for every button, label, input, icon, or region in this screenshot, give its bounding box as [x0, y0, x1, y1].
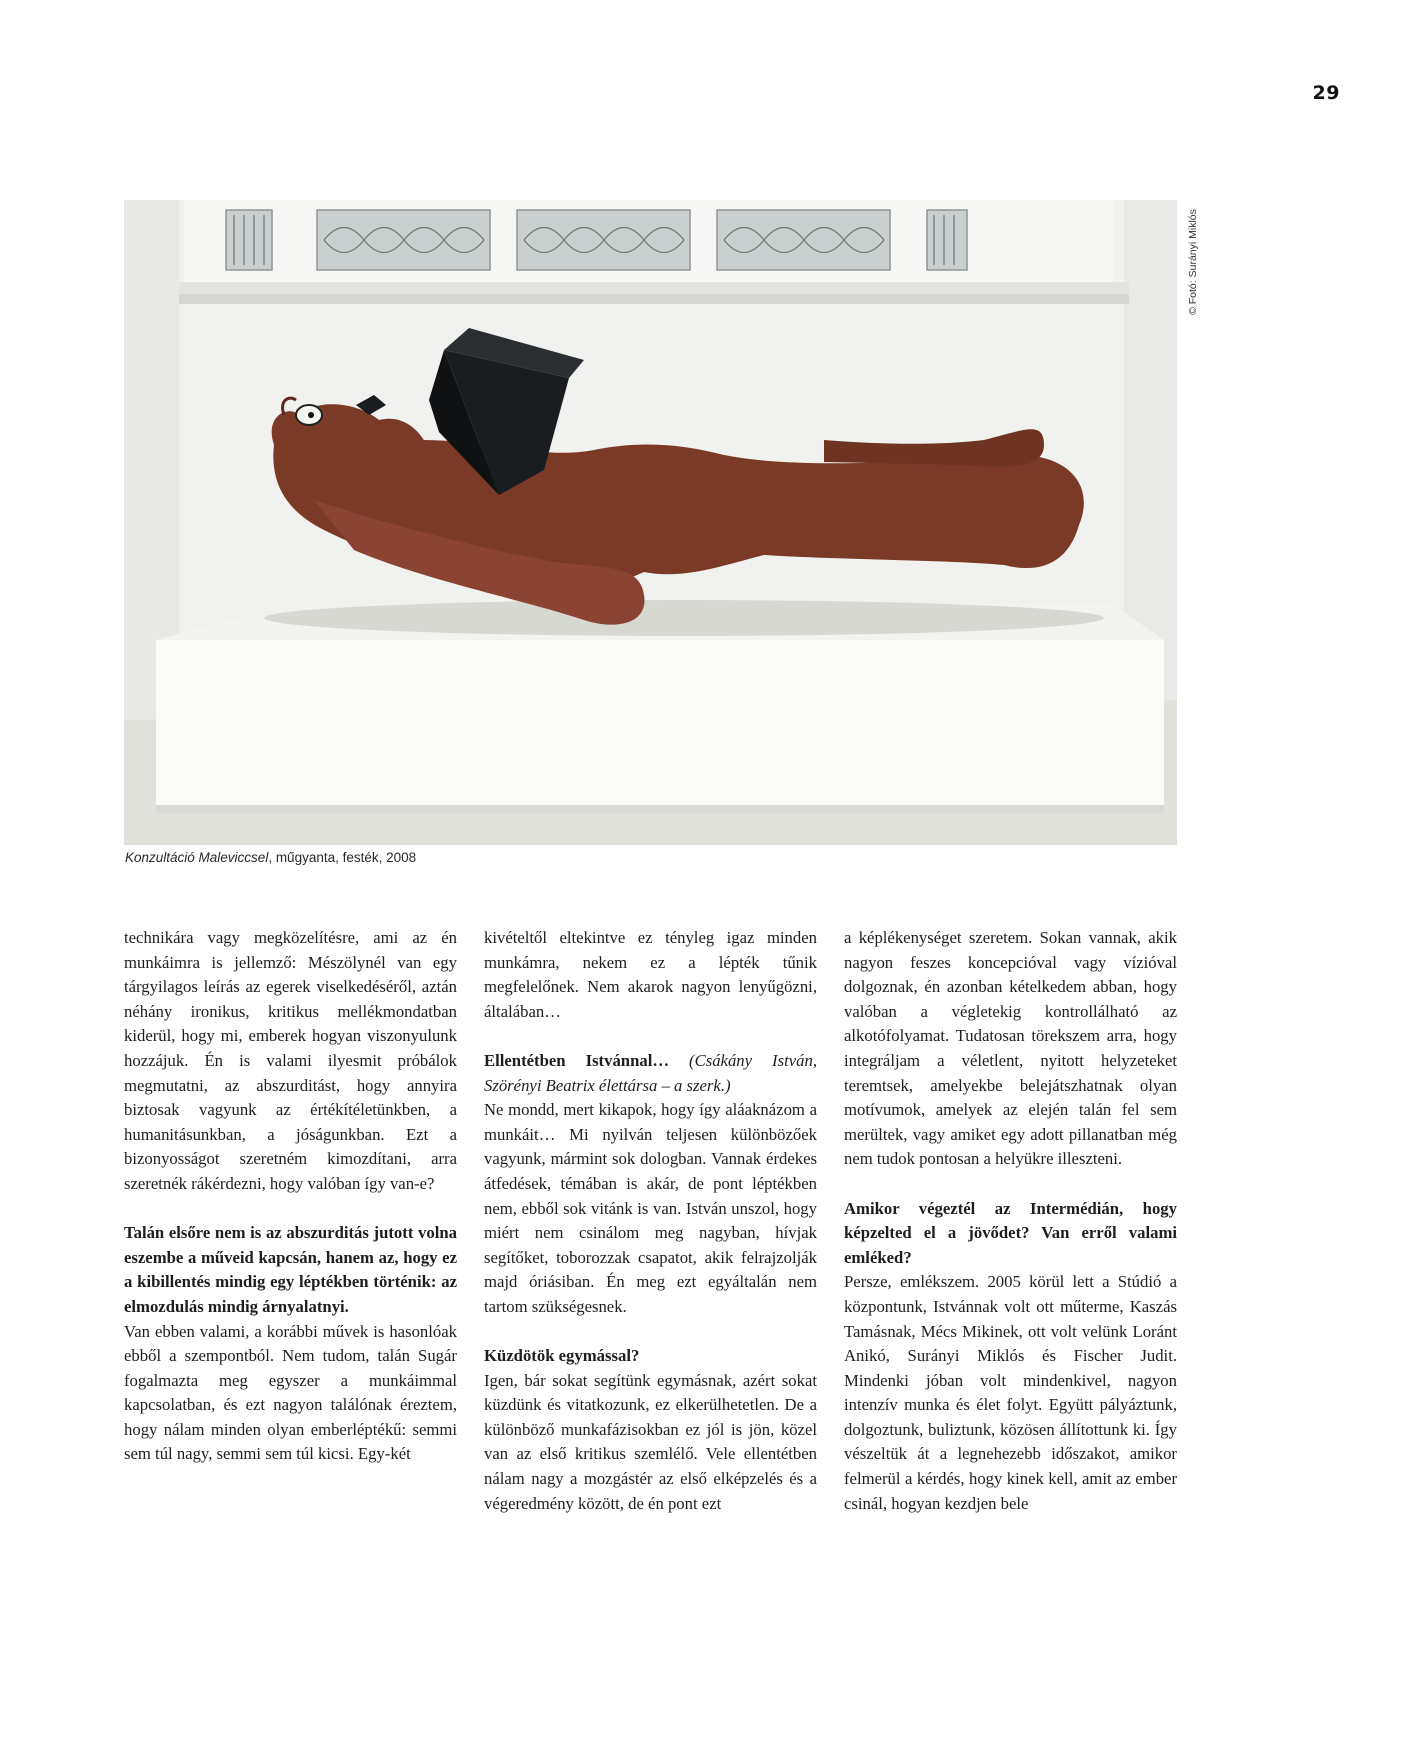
photo-credit [1183, 200, 1201, 330]
page-number: 29 [1312, 82, 1340, 104]
photo-credit-text: © Fotó: Surányi Miklós [1187, 209, 1199, 315]
question-text: Talán elsőre nem is az abszurditás jutott volna eszembe a műveid kapcsán, hanem az, hogy ez a kibillentés mindig egy léptékben történik: az elmozdulás mindig árnyalatnyi. [124, 1223, 457, 1316]
text-column-1 [124, 926, 457, 1467]
sculpture-photo [124, 200, 1177, 845]
caption-details: , műgyanta, festék, 2008 [268, 850, 417, 865]
text-column-2 [484, 926, 817, 1516]
paragraph: technikára vagy megközelítésre, ami az én munkáimra is jellemző: Mészölynél van egy tárgyilagos leírás az egerek viselkedéséről, aztán néhány ironikus, kritikus mellékmondatban kiderül, hogy mi, emberek hogyan viszonyulunk hozzájuk. Én is valami ilyesmit próbálok megmutatni, az abszurditást, hogy annyira biztosak vagyunk az értékítéletünkben, a humanitásunkban, a jóságunkban. Ezt a bizonyosságot szeretném kimozdítani, arra szeretnék rákérdezni, hogy valóban így van-e? [124, 928, 457, 1193]
paragraph: Igen, bár sokat segítünk egymásnak, azért sokat küzdünk és vitatkozunk, ez elkerülhetetlen. De a különböző munkafázisokban ez jól is jön, közel van az első kritikus szemlélő. Vele ellentétben nálam nagy a mozgástér az első elképzelés és a végeredmény között, de én pont ezt [484, 1370, 817, 1513]
caption-title: Konzultáció Maleviccsel [125, 850, 269, 865]
interview-question [484, 1344, 817, 1369]
interview-question [844, 1197, 1177, 1271]
question-text: Ellentétben Istvánnal… [484, 1050, 670, 1070]
interview-question [484, 1049, 817, 1098]
paragraph: Persze, emlékszem. 2005 körül lett a Stúdió a központunk, Istvánnak volt ott műterme, Kaszás Tamásnak, Mécs Mikinek, ott volt velünk Loránt Anikó, Surányi Miklós és Fischer Judit. Mindenki jóban volt mindenkivel, nagyon intenzív munka és élet folyt. Együtt pályáztunk, dolgoztunk, buliztunk, közösen állítottunk ki. Így vészeltük át a legnehezebb időszakot, amikor felmerül a kérdés, hogy kinek kell, amit az ember csinál, hogyan kezdjen bele [844, 1272, 1177, 1513]
question-text: Küzdötök egymással? [484, 1346, 640, 1366]
paragraph: Van ebben valami, a korábbi művek is hasonlóak ebből a szempontból. Nem tudom, talán Sugár fogalmazta meg egyszer a munkáimmal kapcsolatban, és ezt nagyon találónak éreztem, hogy nálam minden olyan emberléptékű: semmi sem túl nagy, semmi sem túl kicsi. Egy-két [124, 1321, 457, 1464]
paragraph: Ne mondd, mert kikapok, hogy így aláaknázom a munkáit… Mi nyilván teljesen különbözőek vagyunk, mármint sok dologban. Vannak érdekes átfedések, témában is akár, de pont léptékben nem, ebből sok vitánk is van. István unszol, hogy miért nem csinálom meg nagyban, hívjak segítőket, toborozzak csapatot, akik felrajzolják majd óriásiban. Én meg ezt egyáltalán nem tartom szükségesnek. [484, 1100, 817, 1316]
editor-note: (Csákány István, Szörényi Beatrix élettársa – a szerk.) [484, 1050, 818, 1095]
paragraph: a képlékenységet szeretem. Sokan vannak, akik nagyon feszes koncepcióval vagy vízióval dolgoznak, én azonban kételkedem abban, hogy valóban a végletekig kontrollálható az alkotófolyamat. Tudatosan törekszem arra, hogy integráljam a véletlent, nyitott helyzeteket teremtsek, amelyekbe belejátszhatnak olyan motívumok, amelyek az elején talán fel sem merültek, vagy amiket egy adott pillanatban még nem tudok pontosan a helyükre illeszteni. [844, 928, 1177, 1169]
figure-caption [125, 850, 416, 865]
question-text: Amikor végeztél az Intermédián, hogy képzelted el a jövődet? Van erről valami emléked? [844, 1198, 1177, 1267]
interview-question [124, 1221, 457, 1319]
text-column-3 [844, 926, 1177, 1516]
plinth-front [156, 640, 1164, 812]
paragraph: kivételtől eltekintve ez tényleg igaz minden munkámra, nekem ez a lépték tűnik megfelelőnek. Nem akarok nagyon lenyűgözni, általában… [484, 928, 817, 1021]
